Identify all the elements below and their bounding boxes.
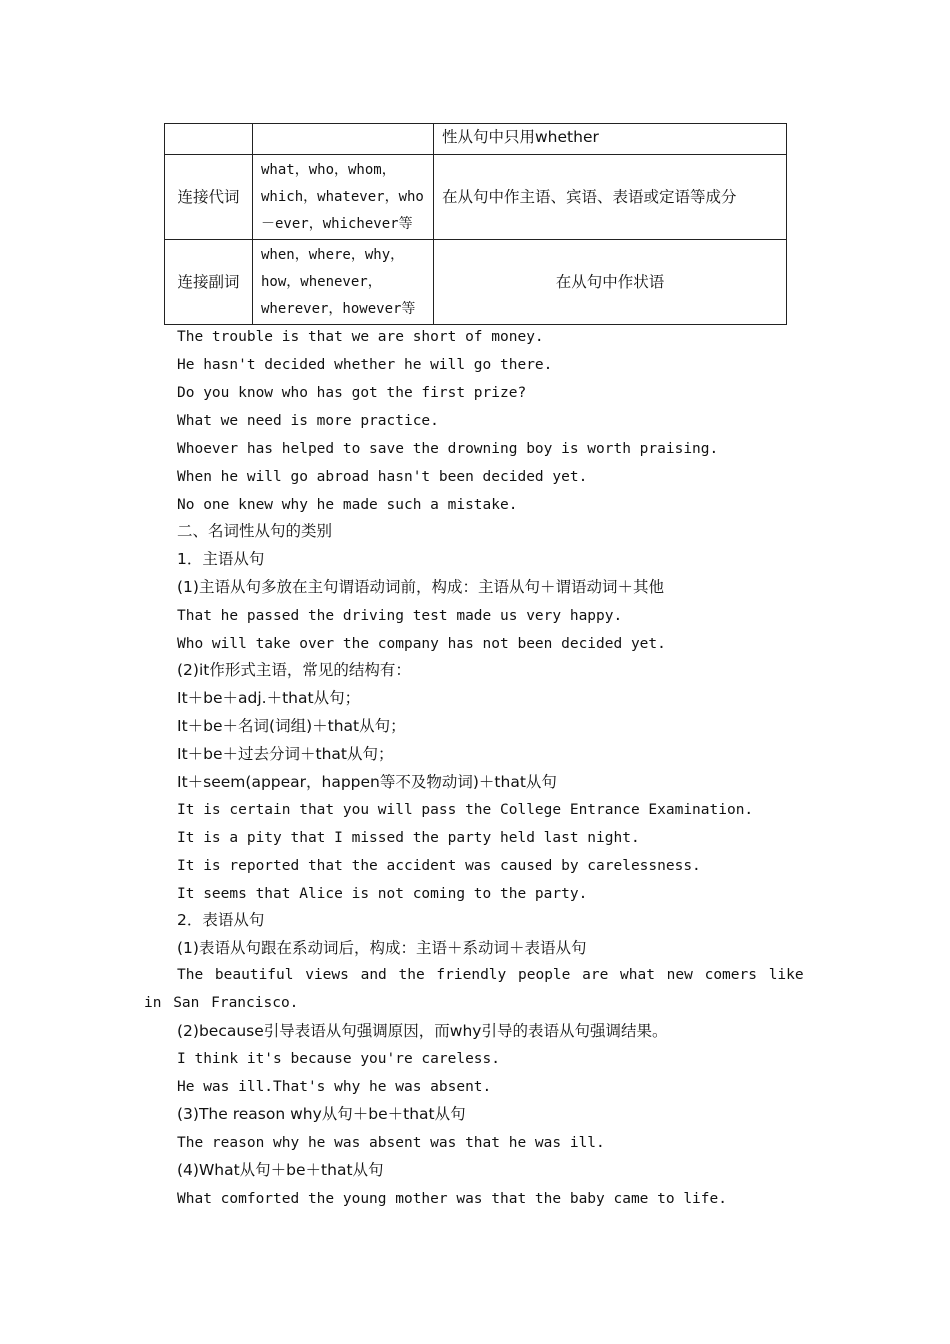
example-sentence: The trouble is that we are short of money. bbox=[177, 329, 544, 345]
example-sentence: Do you know who has got the first prize? bbox=[177, 385, 527, 401]
section-heading: 二、名词性从句的类别 bbox=[177, 522, 333, 540]
example-sentence: What comforted the young mother was that the baby came to life. bbox=[177, 1191, 727, 1207]
rule-text: It＋seem(appear，happen等不及物动词)＋that从句 bbox=[177, 773, 557, 791]
table-cell-words: what，who，whom，which，whatever，who－ever，whichever等 bbox=[253, 155, 434, 240]
example-sentence: It is reported that the accident was caused by carelessness. bbox=[177, 858, 701, 874]
table-row bbox=[165, 155, 787, 240]
table-cell-function: 在从句中作状语 bbox=[434, 240, 787, 325]
example-sentence: He hasn't decided whether he will go there. bbox=[177, 357, 553, 373]
rule-text: It＋be＋adj.＋that从句； bbox=[177, 689, 361, 707]
example-sentence: It is a pity that I missed the party held last night. bbox=[177, 830, 640, 846]
example-sentence: It seems that Alice is not coming to the party. bbox=[177, 886, 588, 902]
table-row bbox=[165, 124, 787, 155]
table-cell-category: 连接副词 bbox=[165, 240, 253, 325]
example-sentence: He was ill.That's why he was absent. bbox=[177, 1079, 492, 1095]
rule-text: (1)主语从句多放在主句谓语动词前，构成：主语从句＋谓语动词＋其他 bbox=[177, 578, 664, 596]
rule-text: (2)because引导表语从句强调原因，而why引导的表语从句强调结果。 bbox=[177, 1022, 668, 1040]
rule-text: It＋be＋过去分词＋that从句； bbox=[177, 745, 394, 763]
subsection-heading: 1．主语从句 bbox=[177, 550, 265, 568]
example-sentence: I think it's because you're careless. bbox=[177, 1051, 501, 1067]
table-cell: 性从句中只用whether bbox=[434, 124, 787, 155]
example-sentence: The reason why he was absent was that he was ill. bbox=[177, 1135, 605, 1151]
example-sentence: The beautiful views and the friendly people are what new comers like in San Francisco. bbox=[144, 967, 804, 1011]
example-sentence: Who will take over the company has not been decided yet. bbox=[177, 636, 666, 652]
example-sentence: It is certain that you will pass the College Entrance Examination. bbox=[177, 802, 754, 818]
rule-text: (2)it作形式主语，常见的结构有： bbox=[177, 661, 411, 679]
rule-text: It＋be＋名词(词组)＋that从句； bbox=[177, 717, 406, 735]
rule-text: (3)The reason why从句＋be＋that从句 bbox=[177, 1105, 466, 1123]
rule-text: (1)表语从句跟在系动词后，构成：主语＋系动词＋表语从句 bbox=[177, 939, 587, 957]
table-cell-words: when，where，why，how，whenever，wherever，however等 bbox=[253, 240, 434, 325]
example-sentence: Whoever has helped to save the drowning boy is worth praising. bbox=[177, 441, 719, 457]
conjunction-table bbox=[164, 123, 787, 325]
table-cell-function: 在从句中作主语、宾语、表语或定语等成分 bbox=[434, 155, 787, 240]
rule-text: (4)What从句＋be＋that从句 bbox=[177, 1161, 384, 1179]
table-cell-category: 连接代词 bbox=[165, 155, 253, 240]
table-row bbox=[165, 240, 787, 325]
example-sentence: What we need is more practice. bbox=[177, 413, 439, 429]
subsection-heading: 2．表语从句 bbox=[177, 911, 265, 929]
example-sentence: That he passed the driving test made us very happy. bbox=[177, 608, 623, 624]
example-sentence: When he will go abroad hasn't been decided yet. bbox=[177, 469, 588, 485]
example-sentence: No one knew why he made such a mistake. bbox=[177, 497, 518, 513]
table-cell bbox=[253, 124, 434, 155]
table-cell bbox=[165, 124, 253, 155]
